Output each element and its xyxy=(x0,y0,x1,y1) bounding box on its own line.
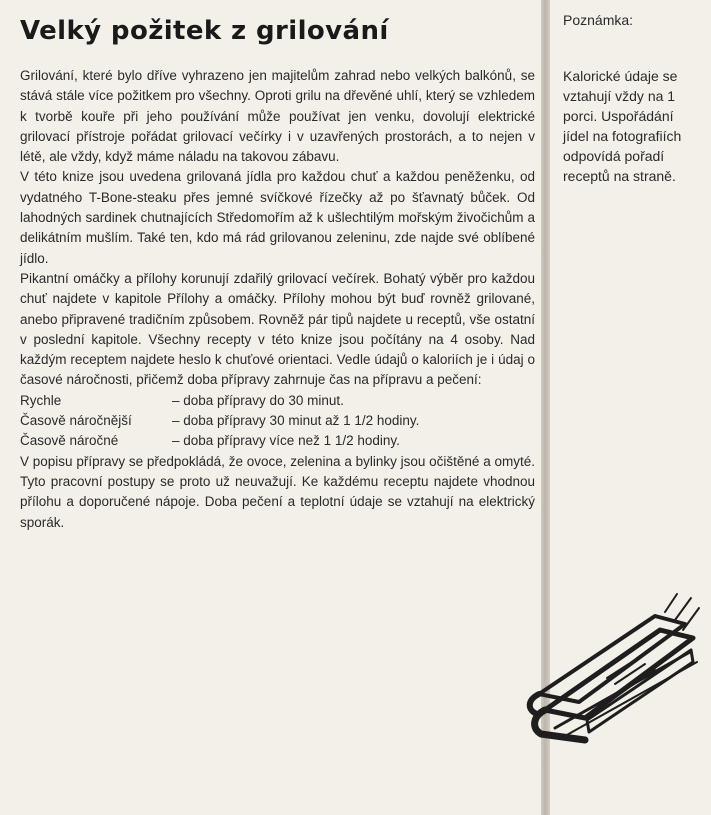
paragraph-closing: V popisu přípravy se předpokládá, že ovoce, zelenina a bylinky jsou očištěné a omyté. Tyto pracovní postupy se proto už neuvažují. Ke každému receptu najdete vhodnou přílohu a doporučené nápoje. Doba pečení a teplotní údaje se vztahují na elektrický sporák. xyxy=(20,453,535,530)
note-title: Poznámka: xyxy=(563,12,634,28)
difficulty-desc: – doba přípravy více než 1 1/2 hodiny. xyxy=(172,433,400,449)
sidebar-note xyxy=(563,10,703,186)
difficulty-desc: – doba přípravy 30 minut až 1 1/2 hodiny. xyxy=(172,413,420,429)
books-sketch-icon xyxy=(515,590,705,750)
paragraph-sides: Pikantní omáčky a přílohy korunují zdařilý grilovací večírek. Bohatý výběr pro každou chuť najdete v kapitole Přílohy a omáčky. Přílohy mohou být buď rovněž grilované, anebo připravené tradičním způsobem. Rovněž pár tipů najdete u receptů, vše ostatní v poslední kapitole. Všechny recepty v této knize jsou počítány na 4 osoby. Nad každým receptem najdete heslo k chuťové orientaci. Vedle údajů o kaloriích je i údaj o časové náročnosti, přičemž doba přípravy zahrnuje čas na přípravu a pečení: xyxy=(20,270,535,388)
difficulty-row xyxy=(20,411,535,431)
difficulty-row xyxy=(20,431,535,451)
paragraph-dishes: V této knize jsou uvedena grilovaná jídla pro každou chuť a každou peněženku, od vydatného T-Bone-steaku přes jemné svíčkové řízečky až po šťavnatý bůček. Od lahodných sardinek chutnajících Středomořím až k ušlechtilým mořským živočichům a delikátním mušlím. Také ten, kdo má rád grilovanou zeleninu, zde najde své oblíbené jídlo. xyxy=(20,169,535,266)
difficulty-row xyxy=(20,391,535,411)
paragraph-intro: Grilování, které bylo dříve vyhrazeno jen majitelům zahrad nebo velkých balkónů, se stává stále více požitkem pro všechny. Oproti grilu na dřevěné uhlí, který se vzhledem k tvorbě kouře při jeho používání může používat jen venku, dovolují elektrické grilovací přístroje pořádat grilovací večírky i v uzavřených prostorách, a to nejen v létě, ale vždy, když máme náladu na takovou zábavu. xyxy=(20,68,535,165)
difficulty-desc: – doba přípravy do 30 minut. xyxy=(172,392,344,408)
page-title: Velký požitek z grilování xyxy=(20,16,389,46)
difficulty-label: Časově náročné xyxy=(20,433,119,449)
difficulty-label: Rychle xyxy=(20,392,62,408)
main-text xyxy=(20,66,535,533)
difficulty-list xyxy=(20,391,535,452)
difficulty-label: Časově náročnější xyxy=(20,413,132,429)
note-text: Kalorické údaje se vztahují vždy na 1 porci. Uspořádání jídel na fotografiích odpovídá pořadí receptů na straně. xyxy=(563,68,682,184)
